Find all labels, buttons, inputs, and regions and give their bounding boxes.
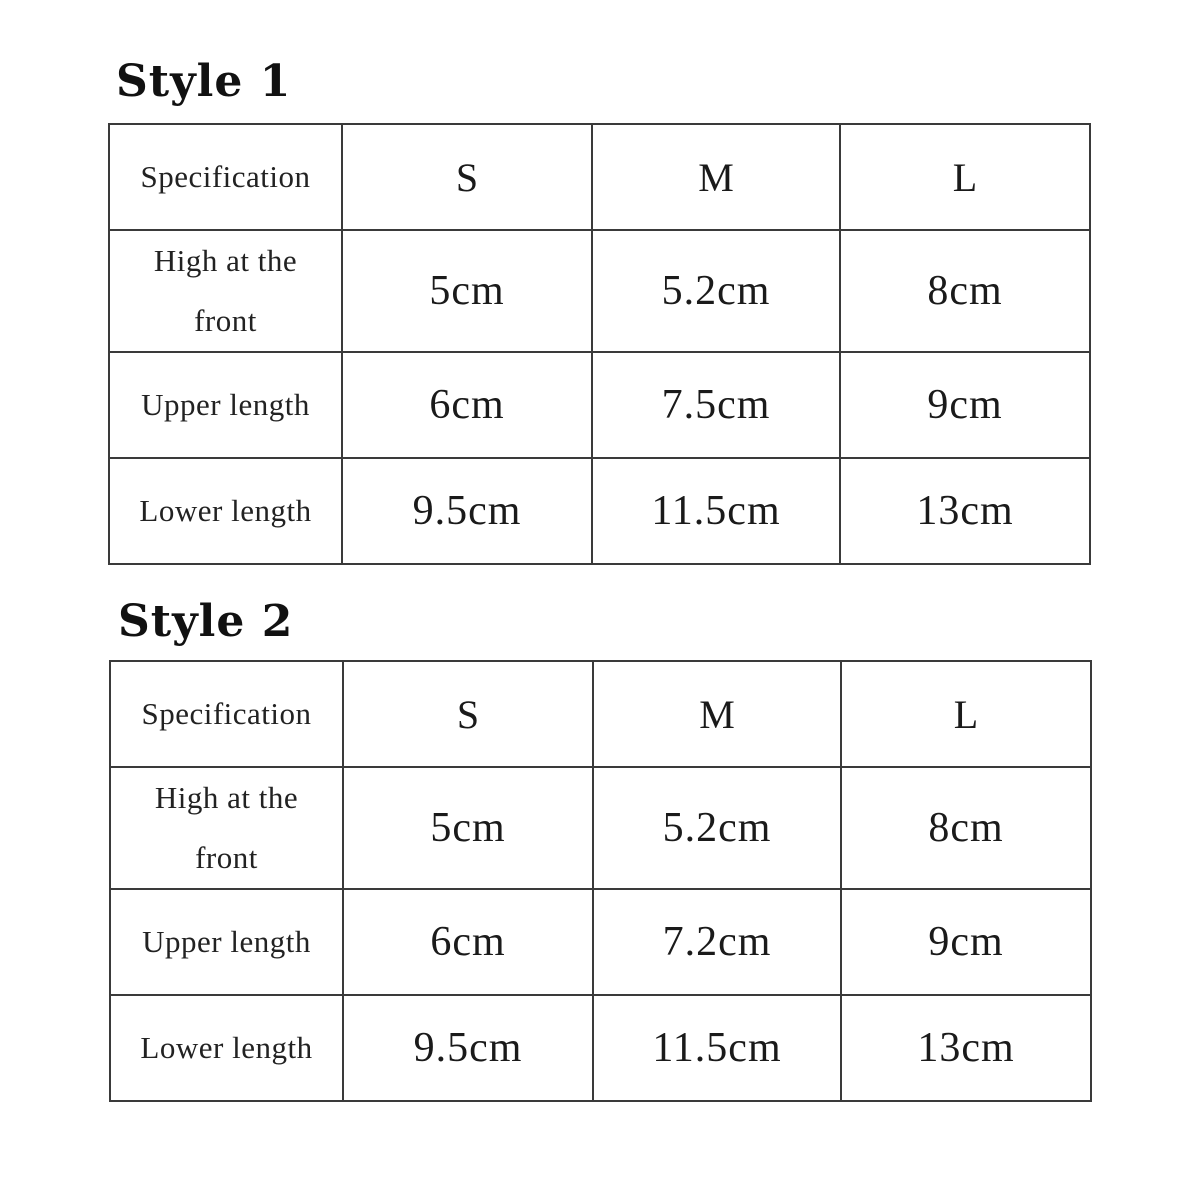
cell-value: 5.2cm	[593, 767, 841, 889]
row-label: High at the front	[110, 767, 343, 889]
row-label: Upper length	[110, 889, 343, 995]
table-row	[110, 889, 1091, 995]
header-size-l: L	[840, 124, 1090, 230]
cell-value: 8cm	[840, 230, 1090, 352]
cell-value: 9cm	[841, 889, 1091, 995]
cell-value: 9cm	[840, 352, 1090, 458]
row-label: Lower length	[109, 458, 342, 564]
cell-value: 5cm	[343, 767, 593, 889]
row-label: Upper length	[109, 352, 342, 458]
table-row	[109, 230, 1090, 352]
cell-value: 9.5cm	[342, 458, 592, 564]
header-size-l: L	[841, 661, 1091, 767]
cell-value: 6cm	[342, 352, 592, 458]
row-label: Lower length	[110, 995, 343, 1101]
header-size-m: M	[592, 124, 840, 230]
table-row	[109, 458, 1090, 564]
cell-value: 13cm	[840, 458, 1090, 564]
row-label: High at the front	[109, 230, 342, 352]
cell-value: 11.5cm	[593, 995, 841, 1101]
cell-value: 7.2cm	[593, 889, 841, 995]
cell-value: 13cm	[841, 995, 1091, 1101]
cell-value: 8cm	[841, 767, 1091, 889]
header-specification: Specification	[109, 124, 342, 230]
style-2-size-table	[109, 660, 1092, 1102]
header-size-s: S	[342, 124, 592, 230]
style-1-size-table	[108, 123, 1091, 565]
table-header-row	[109, 124, 1090, 230]
cell-value: 11.5cm	[592, 458, 840, 564]
cell-value: 5.2cm	[592, 230, 840, 352]
cell-value: 6cm	[343, 889, 593, 995]
style-2-title: Style 2	[118, 596, 294, 647]
table-row	[109, 352, 1090, 458]
header-size-s: S	[343, 661, 593, 767]
header-specification: Specification	[110, 661, 343, 767]
table-row	[110, 767, 1091, 889]
table-row	[110, 995, 1091, 1101]
cell-value: 5cm	[342, 230, 592, 352]
cell-value: 7.5cm	[592, 352, 840, 458]
header-size-m: M	[593, 661, 841, 767]
style-1-title: Style 1	[116, 56, 292, 107]
table-header-row	[110, 661, 1091, 767]
cell-value: 9.5cm	[343, 995, 593, 1101]
